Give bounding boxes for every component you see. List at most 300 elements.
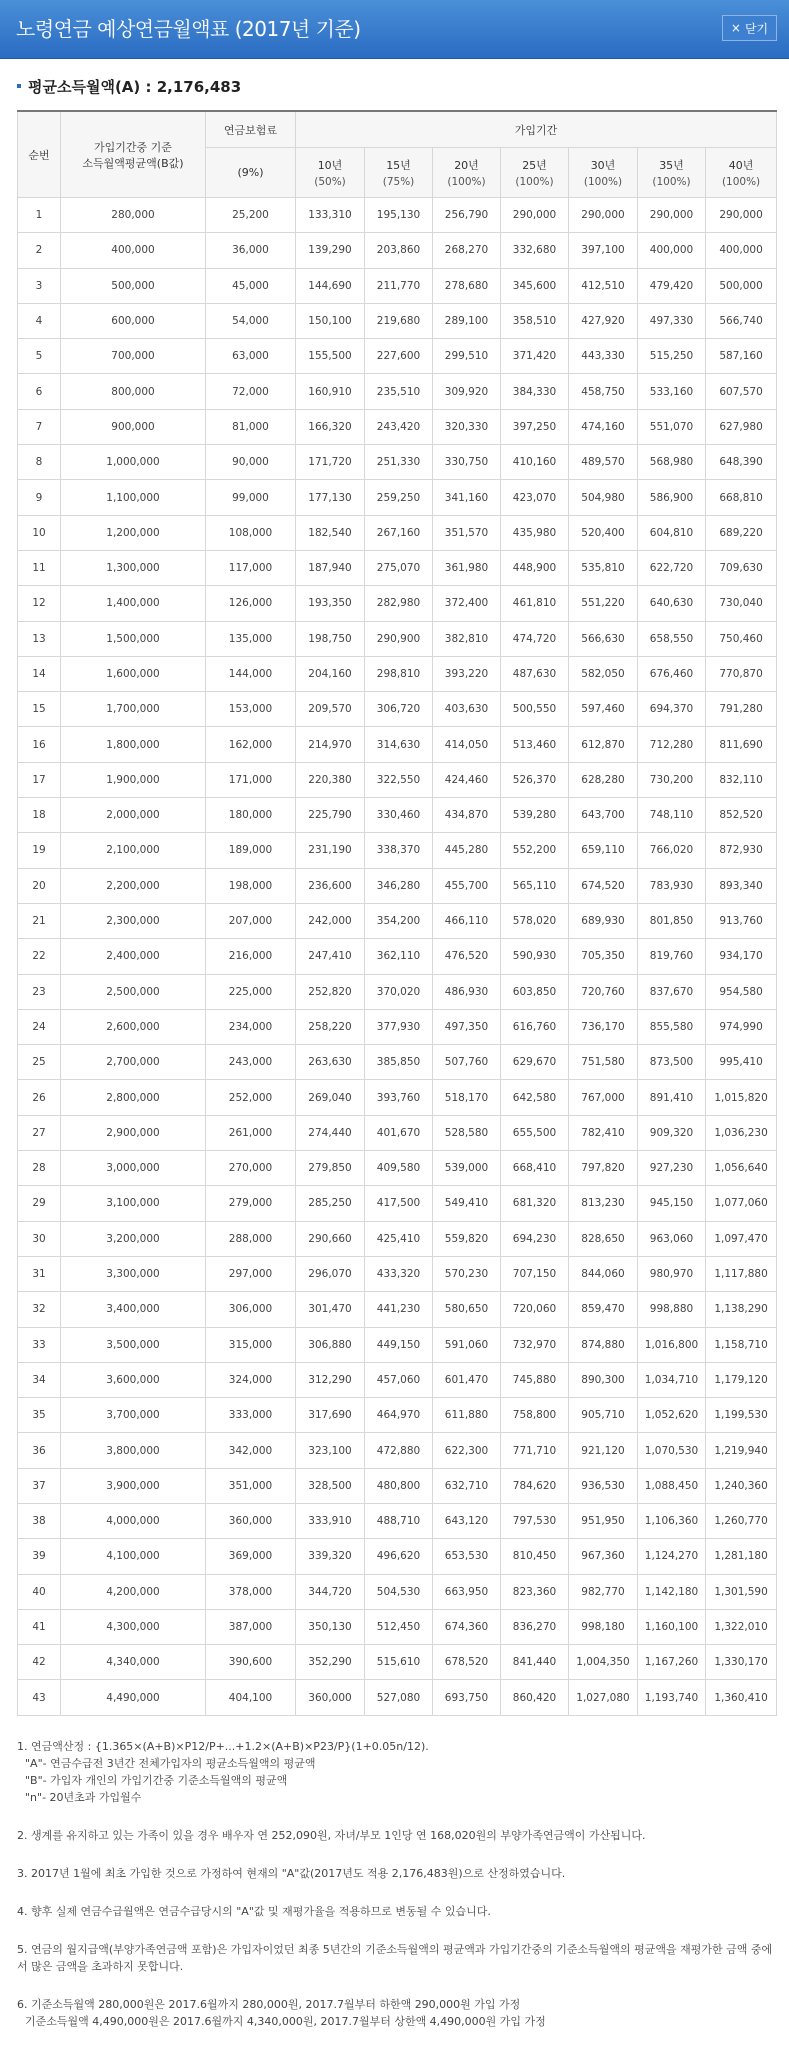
table-cell: 344,720 [296,1574,365,1609]
header-period-5 [638,148,706,198]
table-cell: 40 [18,1574,61,1609]
table-cell: 552,200 [501,833,569,868]
table-cell: 20 [18,868,61,903]
table-cell: 270,000 [206,1151,296,1186]
table-cell: 693,750 [433,1680,501,1715]
table-cell: 797,820 [569,1151,638,1186]
table-cell: 207,000 [206,903,296,938]
table-cell: 369,000 [206,1539,296,1574]
table-cell: 309,920 [433,374,501,409]
table-cell: 967,360 [569,1539,638,1574]
table-cell: 921,120 [569,1433,638,1468]
table-cell: 189,000 [206,833,296,868]
table-cell: 275,070 [365,550,433,585]
table-cell: 171,720 [296,445,365,480]
pension-table [17,110,777,1716]
table-cell: 320,330 [433,409,501,444]
table-cell: 832,110 [706,762,777,797]
table-cell: 3,300,000 [61,1256,206,1291]
table-cell: 435,980 [501,515,569,550]
table-row [18,1080,777,1115]
table-cell: 1,016,800 [638,1327,706,1362]
table-cell: 1,400,000 [61,586,206,621]
table-cell: 150,100 [296,303,365,338]
table-cell: 227,600 [365,339,433,374]
table-cell: 449,150 [365,1327,433,1362]
table-cell: 513,460 [501,727,569,762]
table-cell: 2,500,000 [61,974,206,1009]
table-cell: 339,320 [296,1539,365,1574]
note-1-line: "A"- 연금수급전 3년간 전체가입자의 평균소득월액의 평균액 [25,1757,316,1770]
table-cell: 4,200,000 [61,1574,206,1609]
table-cell: 234,000 [206,1009,296,1044]
table-cell: 209,570 [296,692,365,727]
table-row [18,1327,777,1362]
table-cell: 220,380 [296,762,365,797]
note-1 [17,1738,777,1806]
table-cell: 582,050 [569,656,638,691]
table-cell: 520,400 [569,515,638,550]
table-cell: 891,410 [638,1080,706,1115]
table-cell: 36,000 [206,233,296,268]
table-cell: 784,620 [501,1468,569,1503]
table-cell: 890,300 [569,1362,638,1397]
table-cell: 603,850 [501,974,569,1009]
table-cell: 397,250 [501,409,569,444]
table-cell: 43 [18,1680,61,1715]
table-cell: 860,420 [501,1680,569,1715]
table-cell: 1,281,180 [706,1539,777,1574]
table-cell: 998,880 [638,1292,706,1327]
table-cell: 720,760 [569,974,638,1009]
title-bar [0,0,789,59]
table-cell: 732,970 [501,1327,569,1362]
table-cell: 3,500,000 [61,1327,206,1362]
table-cell: 4 [18,303,61,338]
table-cell: 668,410 [501,1151,569,1186]
table-cell: 504,980 [569,480,638,515]
note-6-line: 기준소득월액 4,490,000원은 2017.6월까지 4,340,000원, 2017.7월부터 상한액 4,490,000원 가입 가정 [25,2015,546,2028]
table-cell: 36 [18,1433,61,1468]
table-cell: 397,100 [569,233,638,268]
table-cell: 782,410 [569,1115,638,1150]
table-cell: 607,570 [706,374,777,409]
table-cell: 332,680 [501,233,569,268]
table-cell: 963,060 [638,1221,706,1256]
table-cell: 855,580 [638,1009,706,1044]
table-cell: 945,150 [638,1186,706,1221]
table-cell: 872,930 [706,833,777,868]
table-cell: 195,130 [365,198,433,233]
table-cell: 341,160 [433,480,501,515]
table-cell: 1,000,000 [61,445,206,480]
table-cell: 1,330,170 [706,1645,777,1680]
table-cell: 2 [18,233,61,268]
table-cell: 2,100,000 [61,833,206,868]
table-cell: 622,300 [433,1433,501,1468]
table-cell: 551,070 [638,409,706,444]
table-cell: 393,220 [433,656,501,691]
table-cell: 393,760 [365,1080,433,1115]
table-cell: 2,300,000 [61,903,206,938]
table-cell: 1,052,620 [638,1398,706,1433]
table-cell: 611,880 [433,1398,501,1433]
header-fee-sub: (9%) [206,148,296,198]
table-cell: 269,040 [296,1080,365,1115]
period-percent: (100%) [652,176,691,188]
table-cell: 30 [18,1221,61,1256]
table-cell: 700,000 [61,339,206,374]
table-cell: 425,410 [365,1221,433,1256]
table-row [18,1503,777,1538]
table-cell: 750,460 [706,621,777,656]
table-cell: 171,000 [206,762,296,797]
table-cell: 282,980 [365,586,433,621]
table-cell: 441,230 [365,1292,433,1327]
table-cell: 63,000 [206,339,296,374]
table-cell: 144,000 [206,656,296,691]
table-cell: 1,301,590 [706,1574,777,1609]
table-cell: 1,200,000 [61,515,206,550]
table-cell: 219,680 [365,303,433,338]
table-cell: 290,000 [501,198,569,233]
table-cell: 783,930 [638,868,706,903]
table-cell: 409,580 [365,1151,433,1186]
table-cell: 306,720 [365,692,433,727]
table-cell: 4,490,000 [61,1680,206,1715]
table-cell: 1,106,360 [638,1503,706,1538]
table-cell: 982,770 [569,1574,638,1609]
table-cell: 351,000 [206,1468,296,1503]
table-cell: 126,000 [206,586,296,621]
table-cell: 280,000 [61,198,206,233]
table-cell: 323,100 [296,1433,365,1468]
table-row [18,762,777,797]
table-row [18,268,777,303]
average-income-summary [17,76,241,97]
table-cell: 333,910 [296,1503,365,1538]
header-period-6 [706,148,777,198]
table-cell: 995,410 [706,1045,777,1080]
table-cell: 5 [18,339,61,374]
table-cell: 1,034,710 [638,1362,706,1397]
table-cell: 643,700 [569,798,638,833]
table-cell: 268,270 [433,233,501,268]
table-cell: 909,320 [638,1115,706,1150]
table-row [18,1221,777,1256]
table-cell: 1,088,450 [638,1468,706,1503]
period-year: 20년 [454,159,479,172]
table-cell: 28 [18,1151,61,1186]
table-row [18,974,777,1009]
table-cell: 837,670 [638,974,706,1009]
table-cell: 8 [18,445,61,480]
table-cell: 628,280 [569,762,638,797]
table-cell: 797,530 [501,1503,569,1538]
table-cell: 668,810 [706,480,777,515]
period-percent: (75%) [382,176,415,188]
table-row [18,1186,777,1221]
table-cell: 387,000 [206,1609,296,1644]
table-cell: 767,000 [569,1080,638,1115]
table-cell: 231,190 [296,833,365,868]
table-cell: 289,100 [433,303,501,338]
table-cell: 1,100,000 [61,480,206,515]
bullet-icon [17,84,21,88]
table-cell: 539,280 [501,798,569,833]
table-cell: 417,500 [365,1186,433,1221]
table-cell: 1,097,470 [706,1221,777,1256]
note-5: 5. 연금의 월지급액(부양가족연금액 포함)은 가입자이었던 최종 5년간의 기준소득월액의 평균액과 가입기간중의 기준소득월액의 평균액을 재평가한 금액 중에서 많은 금액을 초과하지 못합니다. [17,1943,773,1973]
table-cell: 160,910 [296,374,365,409]
table-cell: 568,980 [638,445,706,480]
table-cell: 258,220 [296,1009,365,1044]
table-cell: 225,790 [296,798,365,833]
period-year: 25년 [522,159,547,172]
note-2: 2. 생계를 유지하고 있는 가족이 있을 경우 배우자 연 252,090원, 자녀/부모 1인당 연 168,020원의 부양가족연금액이 가산됩니다. [17,1829,646,1842]
table-row [18,445,777,480]
table-cell: 497,330 [638,303,706,338]
table-cell: 487,630 [501,656,569,691]
table-cell: 3 [18,268,61,303]
table-cell: 358,510 [501,303,569,338]
table-cell: 504,530 [365,1574,433,1609]
table-cell: 515,250 [638,339,706,374]
table-row [18,939,777,974]
table-cell: 674,360 [433,1609,501,1644]
table-cell: 800,000 [61,374,206,409]
table-cell: 42 [18,1645,61,1680]
table-row [18,1468,777,1503]
table-cell: 16 [18,727,61,762]
table-cell: 193,350 [296,586,365,621]
table-cell: 658,550 [638,621,706,656]
table-cell: 297,000 [206,1256,296,1291]
table-cell: 1,219,940 [706,1433,777,1468]
table-cell: 23 [18,974,61,1009]
table-cell: 455,700 [433,868,501,903]
table-cell: 385,850 [365,1045,433,1080]
table-cell: 278,680 [433,268,501,303]
table-cell: 252,820 [296,974,365,1009]
table-cell: 177,130 [296,480,365,515]
table-cell: 14 [18,656,61,691]
table-row [18,833,777,868]
table-cell: 99,000 [206,480,296,515]
table-cell: 518,170 [433,1080,501,1115]
table-cell: 476,520 [433,939,501,974]
period-percent: (100%) [583,176,623,188]
table-cell: 410,160 [501,445,569,480]
table-cell: 2,800,000 [61,1080,206,1115]
table-cell: 974,990 [706,1009,777,1044]
table-cell: 345,600 [501,268,569,303]
table-cell: 290,900 [365,621,433,656]
table-cell: 643,120 [433,1503,501,1538]
table-cell: 27 [18,1115,61,1150]
close-icon: × [730,21,741,35]
table-cell: 1,240,360 [706,1468,777,1503]
table-cell: 29 [18,1186,61,1221]
header-period: 가입기간 [296,111,777,148]
table-cell: 342,000 [206,1433,296,1468]
note-6-line: 6. 기준소득월액 280,000원은 2017.6월까지 280,000원, 2017.7월부터 하한액 290,000원 가입 가정 [17,1998,521,2011]
table-cell: 597,460 [569,692,638,727]
table-row [18,374,777,409]
table-cell: 549,410 [433,1186,501,1221]
table-cell: 445,280 [433,833,501,868]
table-cell: 296,070 [296,1256,365,1291]
table-cell: 480,800 [365,1468,433,1503]
table-cell: 6 [18,374,61,409]
table-cell: 844,060 [569,1256,638,1291]
table-row [18,1680,777,1715]
table-cell: 507,760 [433,1045,501,1080]
close-button[interactable] [722,15,777,41]
table-cell: 535,810 [569,550,638,585]
table-cell: 10 [18,515,61,550]
table-cell: 7 [18,409,61,444]
table-cell: 32 [18,1292,61,1327]
table-cell: 400,000 [638,233,706,268]
table-cell: 712,280 [638,727,706,762]
table-cell: 707,150 [501,1256,569,1291]
table-cell: 905,710 [569,1398,638,1433]
table-cell: 616,760 [501,1009,569,1044]
table-cell: 12 [18,586,61,621]
table-cell: 15 [18,692,61,727]
table-cell: 372,400 [433,586,501,621]
table-cell: 551,220 [569,586,638,621]
table-row [18,798,777,833]
page-title: 노령연금 예상연금월액표 (2017년 기준) [16,17,361,41]
notes [17,1738,777,2051]
table-cell: 642,580 [501,1080,569,1115]
header-no: 순번 [18,111,61,198]
table-cell: 819,760 [638,939,706,974]
table-cell: 813,230 [569,1186,638,1221]
table-cell: 1,117,880 [706,1256,777,1291]
table-cell: 243,420 [365,409,433,444]
table-cell: 3,000,000 [61,1151,206,1186]
table-row [18,1398,777,1433]
table-cell: 1,142,180 [638,1574,706,1609]
table-cell: 622,720 [638,550,706,585]
period-year: 10년 [317,159,343,172]
table-cell: 315,000 [206,1327,296,1362]
table-cell: 317,690 [296,1398,365,1433]
table-cell: 314,630 [365,727,433,762]
note-1-line: "B"- 가입자 개인의 가입기간중 기준소득월액의 평균액 [25,1774,288,1787]
table-cell: 37 [18,1468,61,1503]
table-cell: 216,000 [206,939,296,974]
table-cell: 852,520 [706,798,777,833]
table-cell: 515,610 [365,1645,433,1680]
table-cell: 251,330 [365,445,433,480]
table-cell: 927,230 [638,1151,706,1186]
table-cell: 1,027,080 [569,1680,638,1715]
table-cell: 401,670 [365,1115,433,1150]
table-cell: 791,280 [706,692,777,727]
table-cell: 720,060 [501,1292,569,1327]
header-b-line2: 소득월액평균액(B값) [82,156,184,170]
table-cell: 841,440 [501,1645,569,1680]
table-cell: 290,000 [706,198,777,233]
table-row [18,1115,777,1150]
table-cell: 108,000 [206,515,296,550]
table-cell: 873,500 [638,1045,706,1080]
note-6 [17,1996,777,2030]
table-cell: 263,630 [296,1045,365,1080]
table-row [18,550,777,585]
table-cell: 427,920 [569,303,638,338]
table-cell: 412,510 [569,268,638,303]
table-row [18,1609,777,1644]
table-cell: 457,060 [365,1362,433,1397]
table-cell: 155,500 [296,339,365,374]
table-cell: 3,600,000 [61,1362,206,1397]
table-cell: 580,650 [433,1292,501,1327]
table-cell: 25,200 [206,198,296,233]
table-cell: 810,450 [501,1539,569,1574]
table-cell: 370,020 [365,974,433,1009]
table-row [18,903,777,938]
table-cell: 346,280 [365,868,433,903]
header-period-4 [569,148,638,198]
table-cell: 694,370 [638,692,706,727]
table-row [18,656,777,691]
table-cell: 640,630 [638,586,706,621]
table-row [18,480,777,515]
table-cell: 24 [18,1009,61,1044]
table-cell: 479,420 [638,268,706,303]
table-cell: 351,570 [433,515,501,550]
table-cell: 144,690 [296,268,365,303]
table-cell: 330,750 [433,445,501,480]
table-cell: 414,050 [433,727,501,762]
table-cell: 288,000 [206,1221,296,1256]
table-cell: 1,260,770 [706,1503,777,1538]
table-cell: 566,740 [706,303,777,338]
table-cell: 601,470 [433,1362,501,1397]
table-row [18,1151,777,1186]
table-cell: 31 [18,1256,61,1291]
table-cell: 689,930 [569,903,638,938]
table-cell: 19 [18,833,61,868]
table-cell: 1,138,290 [706,1292,777,1327]
table-cell: 384,330 [501,374,569,409]
table-cell: 290,000 [638,198,706,233]
table-cell: 360,000 [296,1680,365,1715]
table-row [18,303,777,338]
table-cell: 298,810 [365,656,433,691]
table-cell: 998,180 [569,1609,638,1644]
table-cell: 559,820 [433,1221,501,1256]
table-cell: 361,980 [433,550,501,585]
table-cell: 403,630 [433,692,501,727]
table-cell: 133,310 [296,198,365,233]
table-cell: 461,810 [501,586,569,621]
table-cell: 400,000 [706,233,777,268]
table-cell: 3,900,000 [61,1468,206,1503]
table-cell: 400,000 [61,233,206,268]
table-row [18,621,777,656]
table-cell: 434,870 [433,798,501,833]
table-cell: 836,270 [501,1609,569,1644]
table-cell: 705,350 [569,939,638,974]
table-cell: 180,000 [206,798,296,833]
table-row [18,1574,777,1609]
